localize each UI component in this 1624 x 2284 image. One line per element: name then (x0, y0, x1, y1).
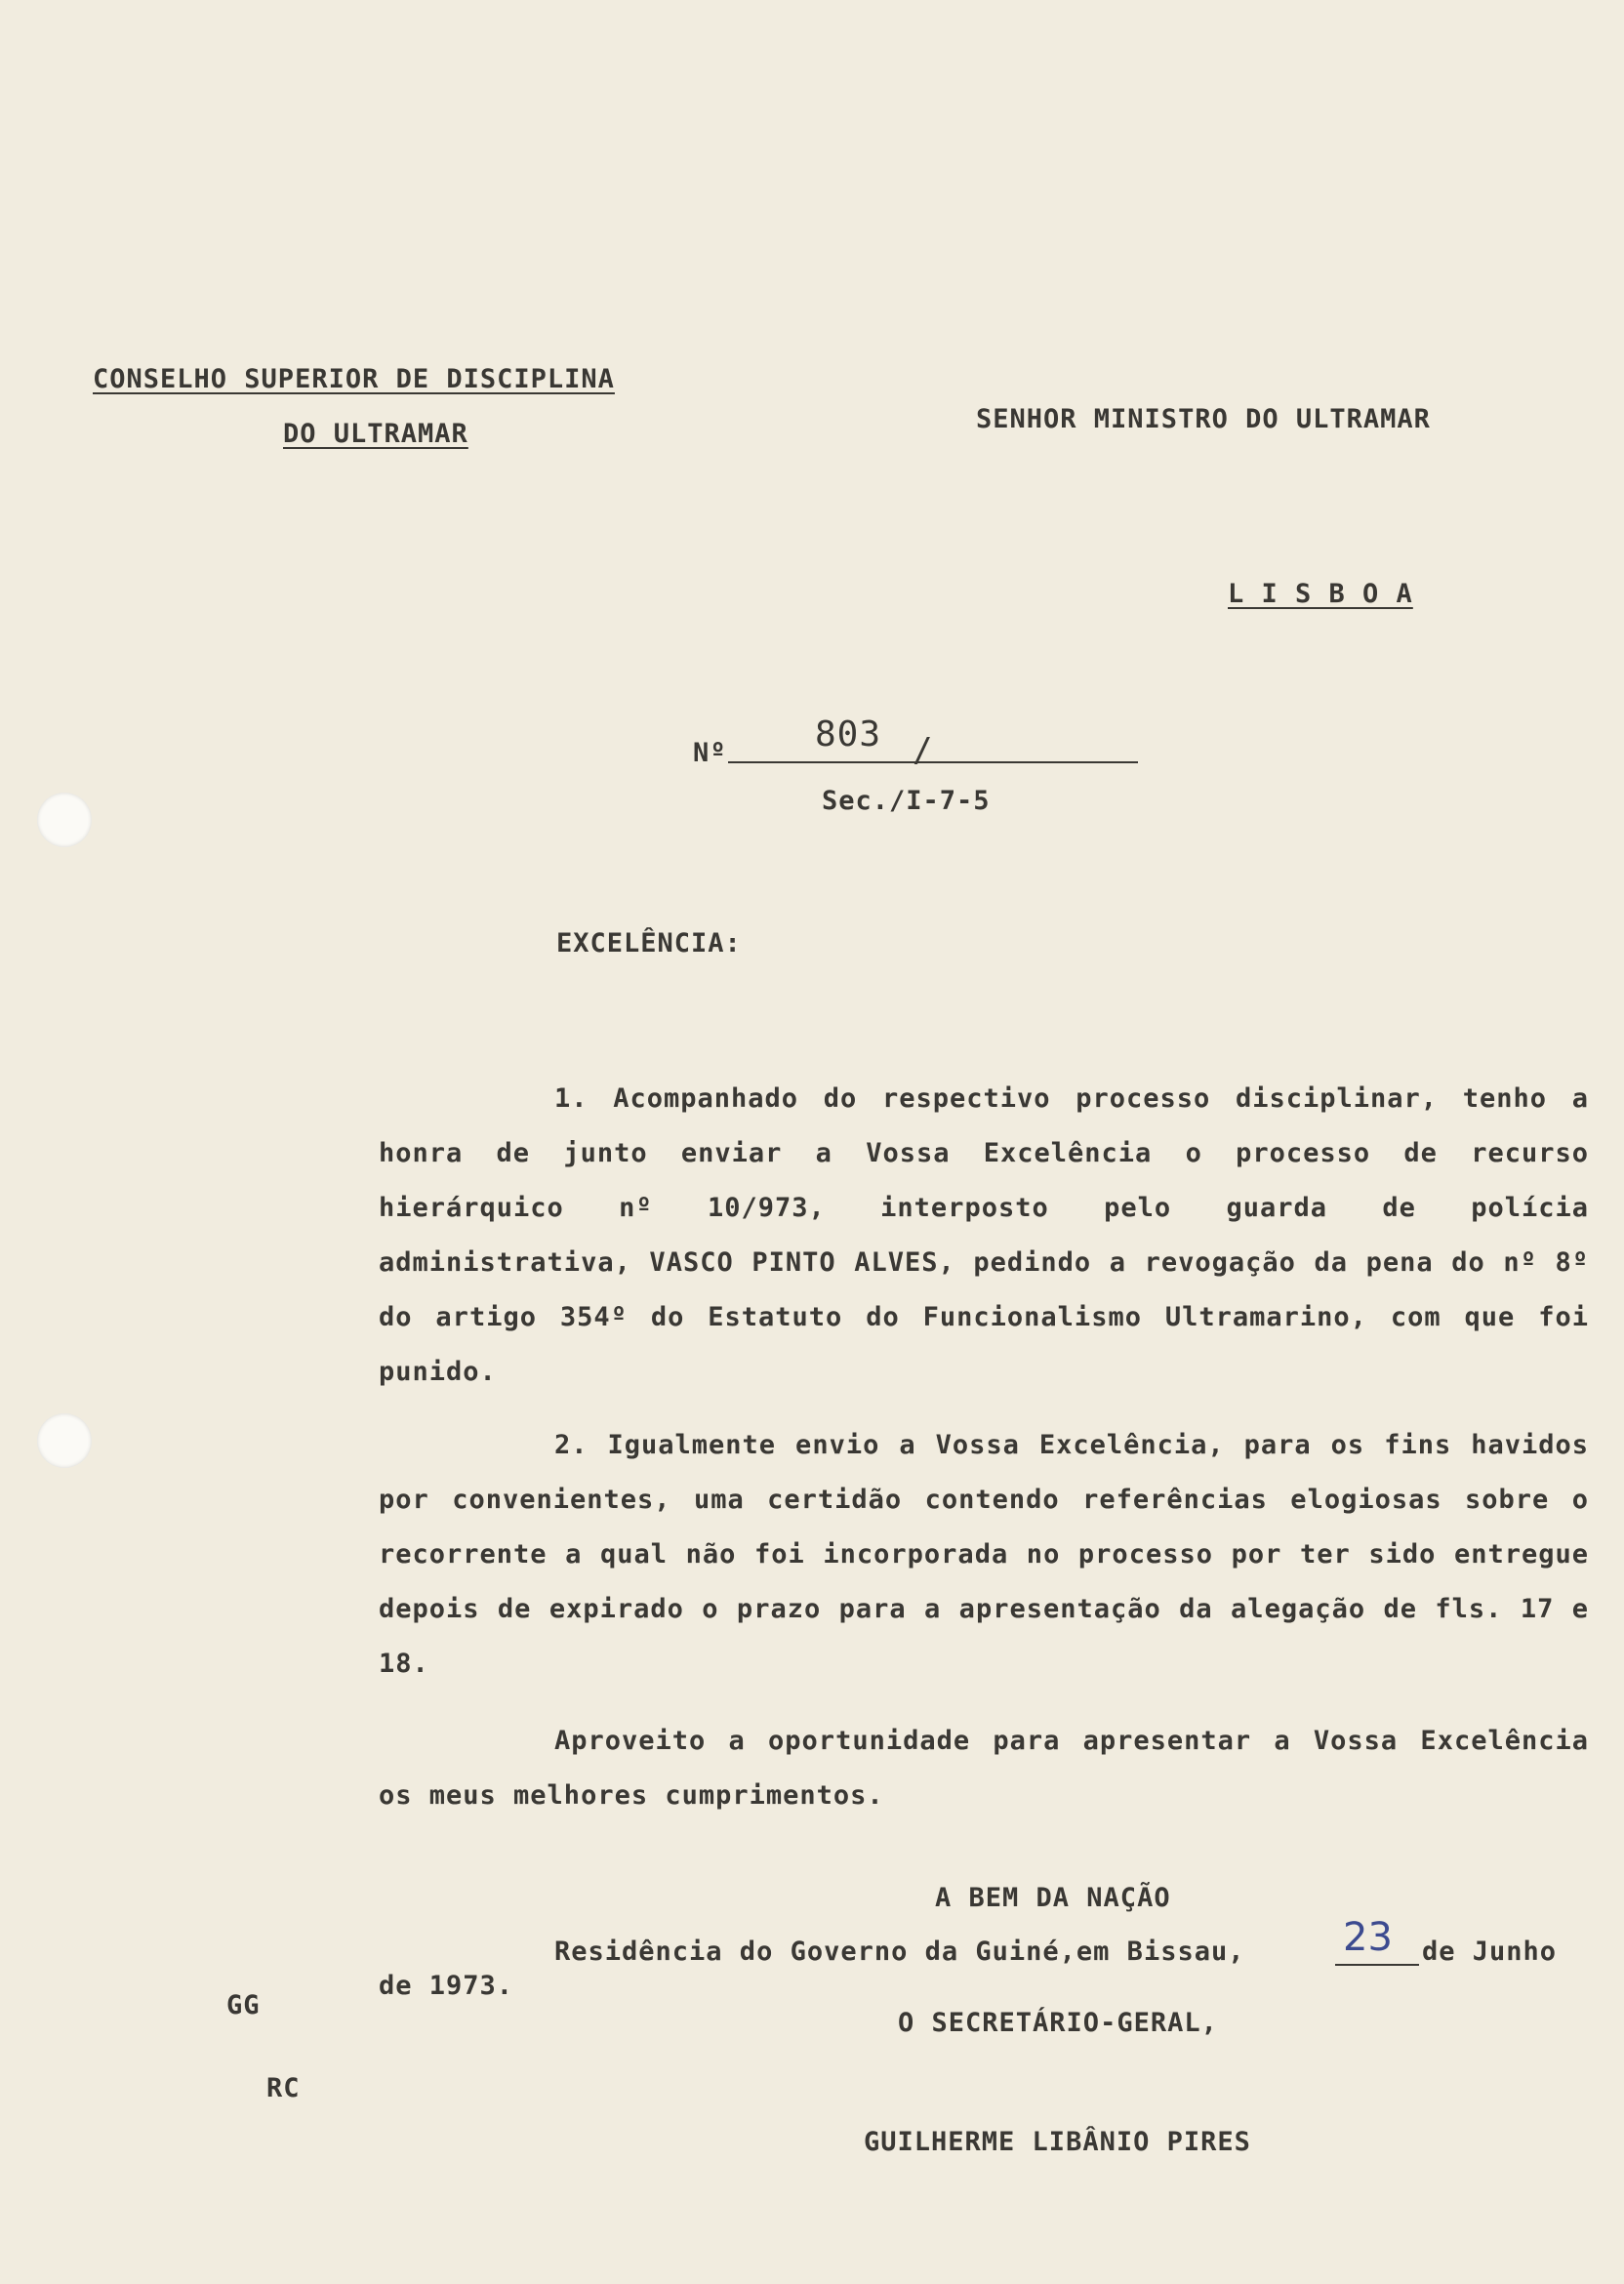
date-year: de 1973. (379, 1971, 514, 2001)
number-label: Nº (693, 738, 727, 768)
signatory-title: O SECRETÁRIO-GERAL, (898, 2008, 1218, 2038)
closing-paragraph: Aproveito a oportunidade para apresentar a Vossa Excelência os meus melhores cumprimentos. (379, 1726, 1589, 1811)
section-code: Sec./I-7-5 (822, 786, 991, 816)
place-date-suffix: de Junho (1422, 1937, 1558, 1967)
addressee: SENHOR MINISTRO DO ULTRAMAR (976, 404, 1431, 434)
punch-hole-bottom (37, 1413, 92, 1468)
number-value: 803 (815, 714, 882, 755)
initials-2: RC (266, 2073, 301, 2103)
punch-hole-top (37, 793, 92, 847)
signatory-name: GUILHERME LIBÂNIO PIRES (864, 2127, 1251, 2157)
sender-line-2: DO ULTRAMAR (283, 419, 468, 449)
initials-1: GG (226, 1990, 261, 2020)
handwritten-day: 23 (1343, 1915, 1393, 1960)
city: L I S B O A (1228, 579, 1413, 609)
salutation: EXCELÊNCIA: (556, 928, 742, 958)
paragraph-1: 1. Acompanhado do respectivo processo disciplinar, tenho a honra de junto enviar a Vossa Excelência o processo de recurso hierárquico nº 10/973, interposto pelo guarda de polícia administrativa, VASCO PINTO ALVES, pedindo a revogação da pena do nº 8º do artigo 354º do Estatuto do Funcionalismo Ultramarino, com que foi punido. (379, 1083, 1589, 1387)
place-date-prefix: Residência do Governo da Guiné,em Bissau, (554, 1937, 1245, 1967)
sender-line-1: CONSELHO SUPERIOR DE DISCIPLINA (93, 364, 615, 394)
paragraph-2: 2. Igualmente envio a Vossa Excelência, para os fins havidos por convenientes, uma certidão contendo referências elogiosas sobre o recorrente a qual não foi incorporada no processo por ter sido entregue depois de expirado o prazo para a apresentação da alegação de fls. 17 e 18. (379, 1430, 1589, 1679)
number-separator: / (913, 731, 934, 770)
day-line (1335, 1964, 1419, 1966)
motto: A BEM DA NAÇÃO (935, 1883, 1171, 1913)
